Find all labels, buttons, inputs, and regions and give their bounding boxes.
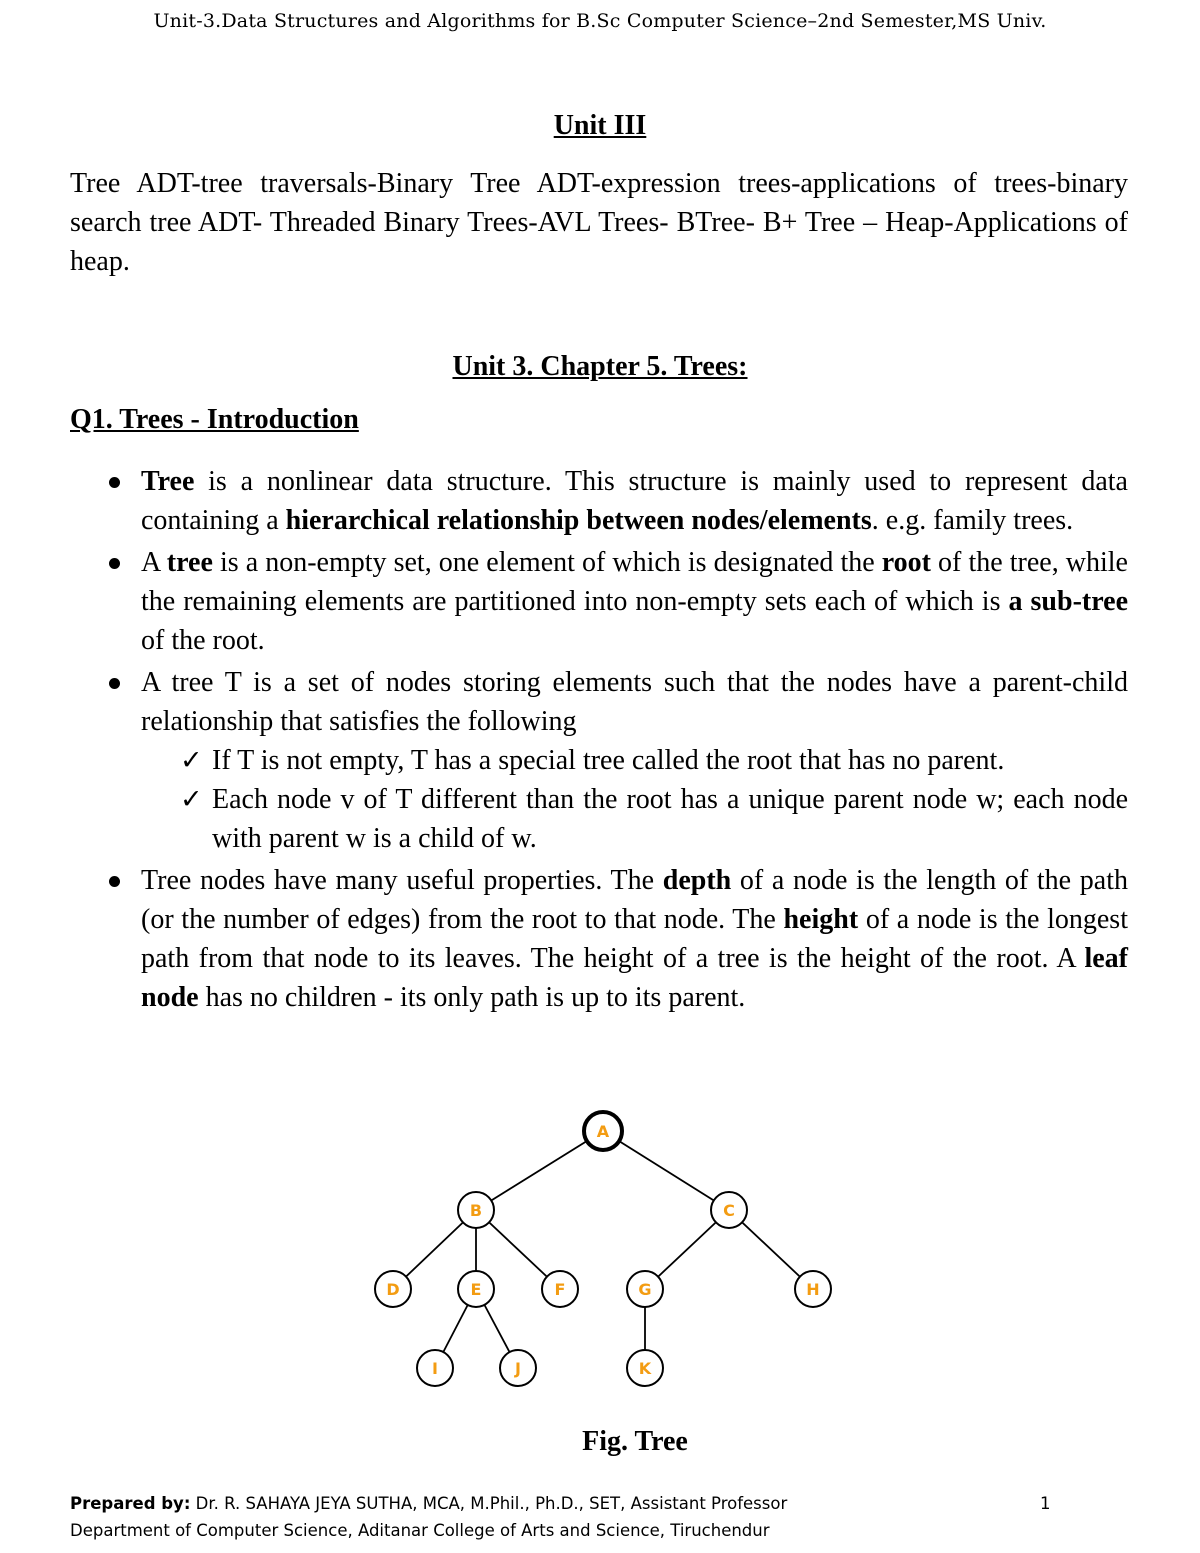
sub-list-text: Each node v of T different than the root has a unique parent node w; each node with parent w is a child of w.: [212, 784, 1128, 854]
tree-node-G: [627, 1271, 663, 1307]
tree-node-label: K: [638, 1359, 652, 1378]
tree-node-label: G: [638, 1280, 652, 1299]
list-item: [0, 543, 1200, 660]
sub-list-item: [0, 741, 1200, 780]
tree-node-label: H: [806, 1280, 820, 1299]
tree-node-label: C: [723, 1201, 735, 1220]
bullet-text: A tree is a non-empty set, one element of which is designated the root of the tree, while the remaining elements are partitioned into non-empty sets each of which is a sub-tree of the root.: [141, 547, 1128, 656]
tree-node-label: E: [470, 1280, 482, 1299]
tree-node-label: B: [469, 1201, 483, 1220]
bullet-text: A tree T is a set of nodes storing elements such that the nodes have a parent-child relationship that satisfies the following: [141, 667, 1128, 737]
bullet-text: Tree nodes have many useful properties. The depth of a node is the length of the path (or the number of edges) from the root to that node. The height of a node is the longest path from that node to its leaves. The height of a tree is the height of the root. A leaf node has no children - its only path is up to its parent.: [141, 865, 1128, 1013]
bullet-text: Tree is a nonlinear data structure. This structure is mainly used to represent data containing a hierarchical relationship between nodes/elements. e.g. family trees.: [141, 466, 1128, 536]
bullet-icon: [109, 477, 120, 488]
bullet-list: [0, 462, 1200, 1020]
page-number: 1: [1040, 1494, 1051, 1513]
tree-node-J: [500, 1350, 536, 1386]
footer-department: Department of Computer Science, Aditanar College of Arts and Science, Tiruchendur: [70, 1521, 770, 1540]
tree-edge-A-B: [476, 1131, 603, 1210]
tree-node-C: [711, 1192, 747, 1228]
tree-node-H: [795, 1271, 831, 1307]
tree-node-label: A: [596, 1122, 610, 1141]
syllabus-text: Tree ADT-tree traversals-Binary Tree ADT-expression trees-applications of trees-binary search tree ADT- Threaded Binary Trees-AVL Trees- BTree- B+ Tree – Heap-Applications of heap.: [70, 168, 1128, 277]
checkmark-icon: ✓: [180, 784, 203, 815]
checkmark-icon: ✓: [180, 745, 203, 776]
tree-node-I: [417, 1350, 453, 1386]
tree-node-label: D: [386, 1280, 400, 1299]
tree-edge-A-C: [603, 1131, 729, 1210]
tree-node-D: [375, 1271, 411, 1307]
tree-node-E: [458, 1271, 494, 1307]
footer-prepared-by: Prepared by: Dr. R. SAHAYA JEYA SUTHA, MCA, M.Phil., Ph.D., SET, Assistant Professor: [70, 1494, 788, 1513]
page-header: Unit-3.Data Structures and Algorithms for B.Sc Computer Science–2nd Semester,MS Univ.: [153, 10, 1047, 32]
tree-node-A: [584, 1112, 622, 1150]
bullet-icon: [109, 558, 120, 569]
tree-node-label: F: [554, 1280, 566, 1299]
tree-node-K: [627, 1350, 663, 1386]
list-item: [0, 663, 1200, 858]
list-item: [0, 462, 1200, 540]
sub-list-item: [0, 780, 1200, 858]
list-item: [0, 861, 1200, 1017]
chapter-title: Unit 3. Chapter 5. Trees:: [452, 351, 748, 382]
tree-node-label: J: [515, 1359, 521, 1378]
figure-caption: Fig. Tree: [582, 1426, 688, 1457]
tree-node-F: [542, 1271, 578, 1307]
tree-node-B: [458, 1192, 494, 1228]
sub-list-text: If T is not empty, T has a special tree called the root that has no parent.: [212, 745, 1005, 776]
tree-node-label: I: [432, 1359, 438, 1378]
bullet-icon: [109, 876, 120, 887]
unit-title: Unit III: [553, 110, 647, 141]
tree-diagram: [0, 1100, 1200, 1400]
bullet-icon: [109, 678, 120, 689]
question-heading: Q1. Trees - Introduction: [70, 404, 359, 435]
